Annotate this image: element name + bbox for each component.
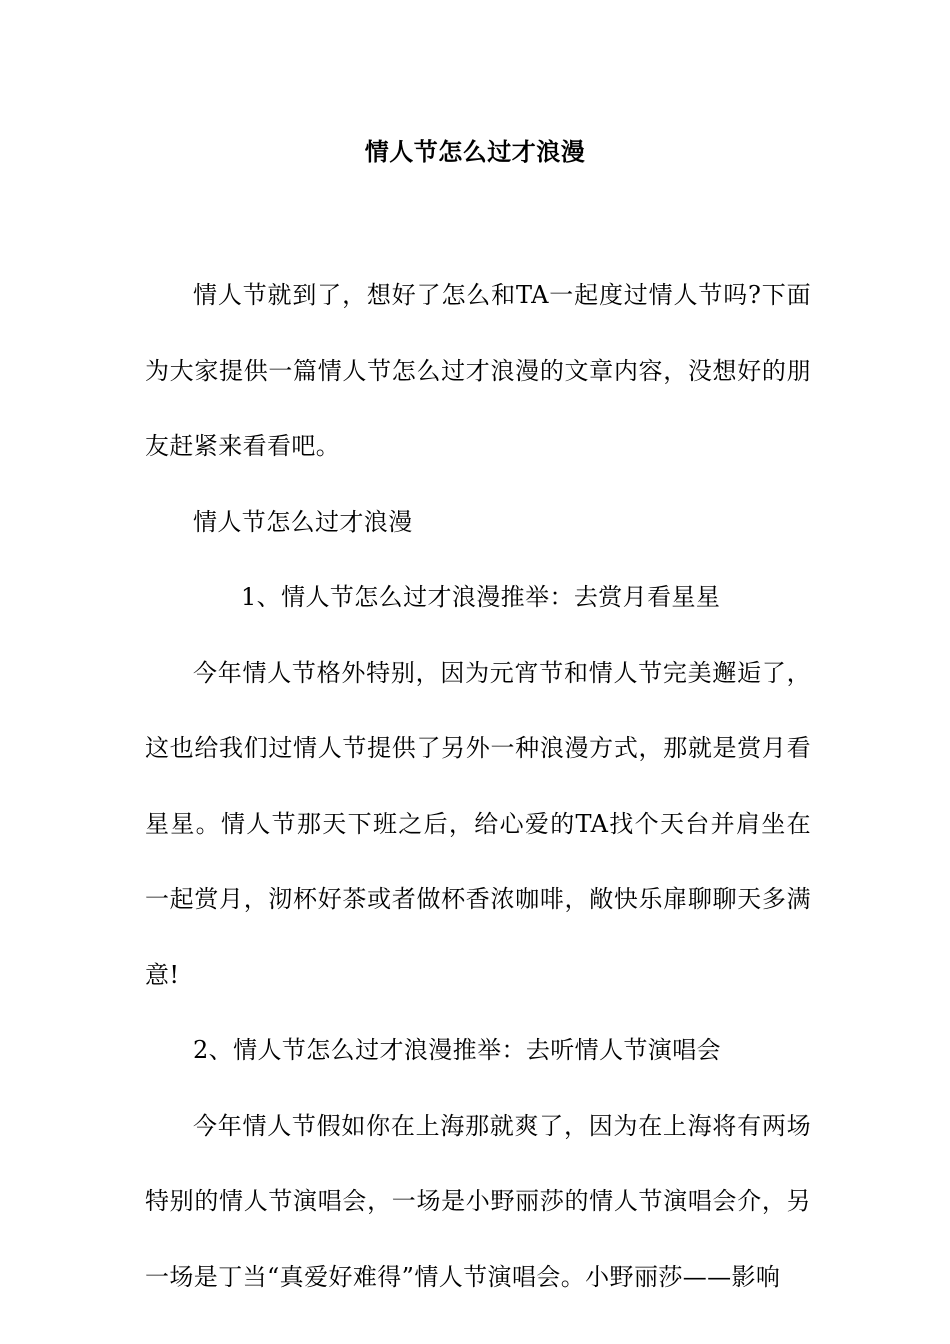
intro-paragraph: 情人节就到了，想好了怎么和TA一起度过情人节吗?下面为大家提供一篇情人节怎么过才浪漫的文章内容，没想好的朋友赶紧来看看吧。 — [145, 281, 811, 460]
item-2-heading: 2、情人节怎么过才浪漫推举：去听情人节演唱会 — [193, 1036, 722, 1064]
document-title: 情人节怎么过才浪漫 — [364, 137, 586, 166]
document-body — [145, 258, 811, 1315]
item-1-paragraph: 今年情人节格外特别，因为元宵节和情人节完美邂逅了，这也给我们过情人节提供了另外一种浪漫方式，那就是赏月看星星。情人节那天下班之后，给心爱的TA找个天台并肩坐在一起赏月，沏杯好茶或者做杯香浓咖啡，敞快乐扉聊聊天多满意! — [145, 658, 811, 989]
section-heading: 情人节怎么过才浪漫 — [193, 507, 413, 536]
item-1-heading: 1、情人节怎么过才浪漫推举：去赏月看星星 — [241, 583, 721, 611]
item-2-paragraph: 今年情人节假如你在上海那就爽了，因为在上海将有两场特别的情人节演唱会，一场是小野丽莎的情人节演唱会介，另一场是丁当“真爱好难得”情人节演唱会。小野丽莎——影响 — [145, 1111, 811, 1291]
